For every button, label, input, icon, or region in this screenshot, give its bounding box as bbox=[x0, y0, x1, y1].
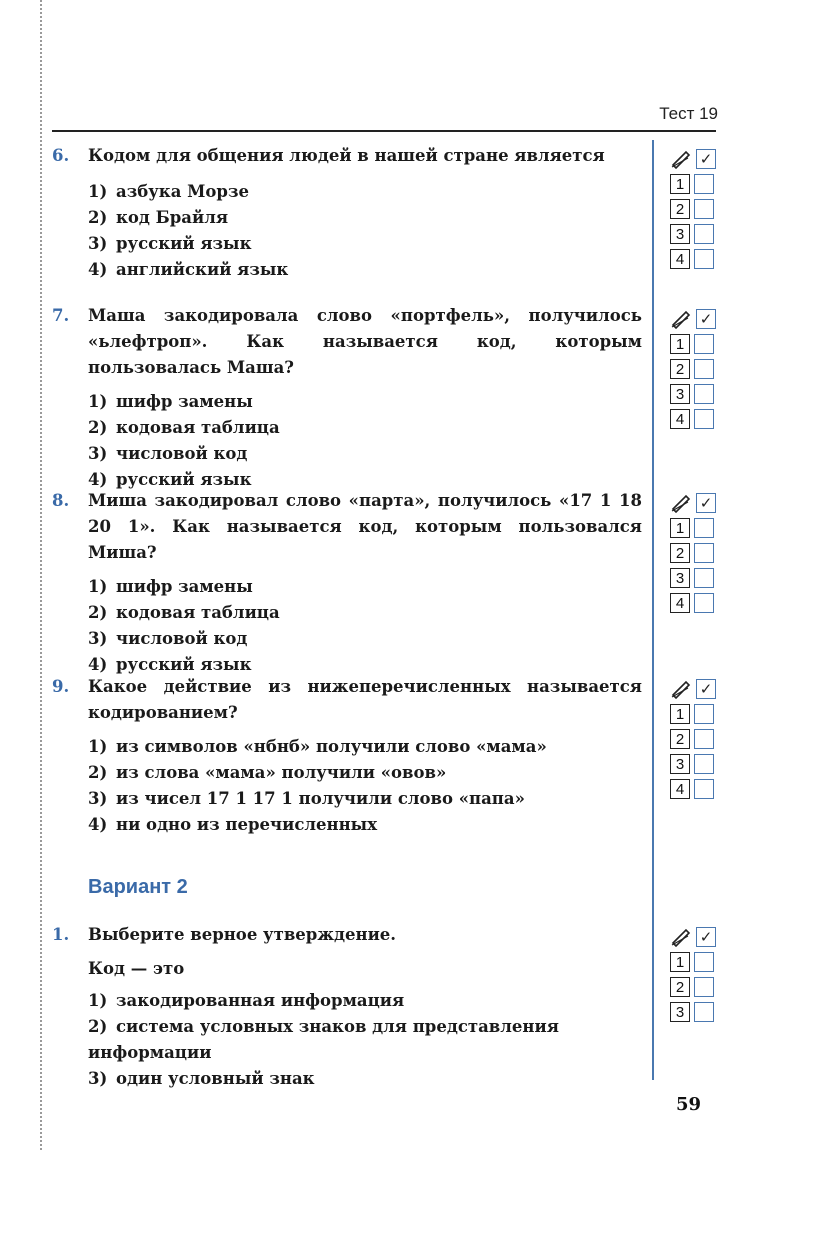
answer-number: 4 bbox=[670, 409, 690, 429]
option: 2) из слова «мама» получили «овов» bbox=[88, 763, 447, 782]
answer-checkbox[interactable] bbox=[694, 174, 714, 194]
answer-number: 4 bbox=[670, 779, 690, 799]
answer-checkbox[interactable] bbox=[694, 977, 714, 997]
pen-icon bbox=[670, 149, 692, 169]
answer-checkbox[interactable] bbox=[694, 568, 714, 588]
answer-checkbox[interactable] bbox=[694, 952, 714, 972]
check-icon: ✓ bbox=[696, 679, 716, 699]
option: 4) ни одно из перечисленных bbox=[88, 815, 378, 834]
answer-checkbox[interactable] bbox=[694, 1002, 714, 1022]
pen-icon bbox=[670, 309, 692, 329]
answer-number: 2 bbox=[670, 199, 690, 219]
answer-checkbox[interactable] bbox=[694, 543, 714, 563]
test-label: Тест 19 bbox=[659, 104, 718, 123]
option: 2) кодовая таблица bbox=[88, 603, 280, 622]
question-number: 7. bbox=[52, 306, 70, 325]
answer-number: 4 bbox=[670, 593, 690, 613]
question-number: 1. bbox=[52, 925, 70, 944]
question-8 bbox=[52, 488, 642, 678]
option: 3) числовой код bbox=[88, 629, 248, 648]
question-6 bbox=[52, 143, 642, 283]
answer-box-q9 bbox=[670, 678, 722, 804]
option: 3) русский язык bbox=[88, 234, 252, 253]
answer-box-q7 bbox=[670, 308, 722, 434]
pen-icon bbox=[670, 679, 692, 699]
question-number: 8. bbox=[52, 491, 70, 510]
question-number: 9. bbox=[52, 677, 70, 696]
question-7 bbox=[52, 303, 642, 493]
pen-icon bbox=[670, 927, 692, 947]
question-text: Кодом для общения людей в нашей стране является bbox=[88, 146, 605, 165]
pen-icon bbox=[670, 493, 692, 513]
check-icon: ✓ bbox=[696, 309, 716, 329]
check-icon: ✓ bbox=[696, 493, 716, 513]
question-text: Какое действие из нижеперечисленных называется кодированием? bbox=[88, 677, 642, 722]
answer-checkbox[interactable] bbox=[694, 779, 714, 799]
answer-checkbox[interactable] bbox=[694, 593, 714, 613]
answer-checkbox[interactable] bbox=[694, 249, 714, 269]
option: 2) код Брайля bbox=[88, 208, 229, 227]
option: 1) шифр замены bbox=[88, 392, 253, 411]
header-rule bbox=[52, 130, 716, 132]
option: 1) шифр замены bbox=[88, 577, 253, 596]
option: 3) один условный знак bbox=[88, 1069, 315, 1088]
check-icon: ✓ bbox=[696, 149, 716, 169]
option: 4) английский язык bbox=[88, 260, 289, 279]
variant2-question-1 bbox=[52, 922, 642, 1092]
question-text: Маша закодировала слово «портфель», получилось «ьлефтроп». Как называется код, которым пользовалась Маша? bbox=[88, 306, 642, 377]
option: 1) закодированная информация bbox=[88, 991, 405, 1010]
option: 4) русский язык bbox=[88, 655, 252, 674]
answer-number: 3 bbox=[670, 1002, 690, 1022]
option: 2) система условных знаков для представления информации bbox=[88, 1017, 559, 1062]
option: 3) из чисел 17 1 17 1 получили слово «папа» bbox=[88, 789, 525, 808]
answer-number: 1 bbox=[670, 952, 690, 972]
answer-number: 1 bbox=[670, 518, 690, 538]
answer-number: 4 bbox=[670, 249, 690, 269]
answer-checkbox[interactable] bbox=[694, 754, 714, 774]
answer-column-rule bbox=[652, 140, 654, 1080]
answer-number: 1 bbox=[670, 174, 690, 194]
answer-checkbox[interactable] bbox=[694, 224, 714, 244]
answer-box-v2-q1 bbox=[670, 926, 722, 1027]
answer-number: 1 bbox=[670, 704, 690, 724]
answer-number: 2 bbox=[670, 729, 690, 749]
answer-number: 3 bbox=[670, 384, 690, 404]
answer-number: 1 bbox=[670, 334, 690, 354]
answer-number: 2 bbox=[670, 977, 690, 997]
answer-checkbox[interactable] bbox=[694, 359, 714, 379]
page-number: 59 bbox=[676, 1094, 702, 1115]
answer-checkbox[interactable] bbox=[694, 384, 714, 404]
question-9 bbox=[52, 674, 642, 838]
option: 1) азбука Морзе bbox=[88, 182, 249, 201]
question-text: Выберите верное утверждение. bbox=[88, 925, 397, 944]
answer-box-q8 bbox=[670, 492, 722, 618]
option: 1) из символов «нбнб» получили слово «мама» bbox=[88, 737, 547, 756]
answer-number: 2 bbox=[670, 359, 690, 379]
margin-dotted-line bbox=[40, 0, 42, 1150]
answer-number: 3 bbox=[670, 568, 690, 588]
option: 4) русский язык bbox=[88, 470, 252, 489]
answer-checkbox[interactable] bbox=[694, 199, 714, 219]
answer-checkbox[interactable] bbox=[694, 729, 714, 749]
check-icon: ✓ bbox=[696, 927, 716, 947]
option: 3) числовой код bbox=[88, 444, 248, 463]
answer-number: 3 bbox=[670, 754, 690, 774]
question-number: 6. bbox=[52, 146, 70, 165]
answer-number: 2 bbox=[670, 543, 690, 563]
answer-checkbox[interactable] bbox=[694, 334, 714, 354]
variant-title: Вариант 2 bbox=[88, 876, 188, 898]
question-text: Миша закодировал слово «парта», получилось «17 1 18 20 1». Как называется код, которым пользовался Миша? bbox=[88, 491, 642, 562]
option: 2) кодовая таблица bbox=[88, 418, 280, 437]
answer-checkbox[interactable] bbox=[694, 409, 714, 429]
answer-box-q6 bbox=[670, 148, 722, 274]
answer-number: 3 bbox=[670, 224, 690, 244]
answer-checkbox[interactable] bbox=[694, 518, 714, 538]
question-subtext: Код — это bbox=[88, 959, 185, 978]
answer-checkbox[interactable] bbox=[694, 704, 714, 724]
